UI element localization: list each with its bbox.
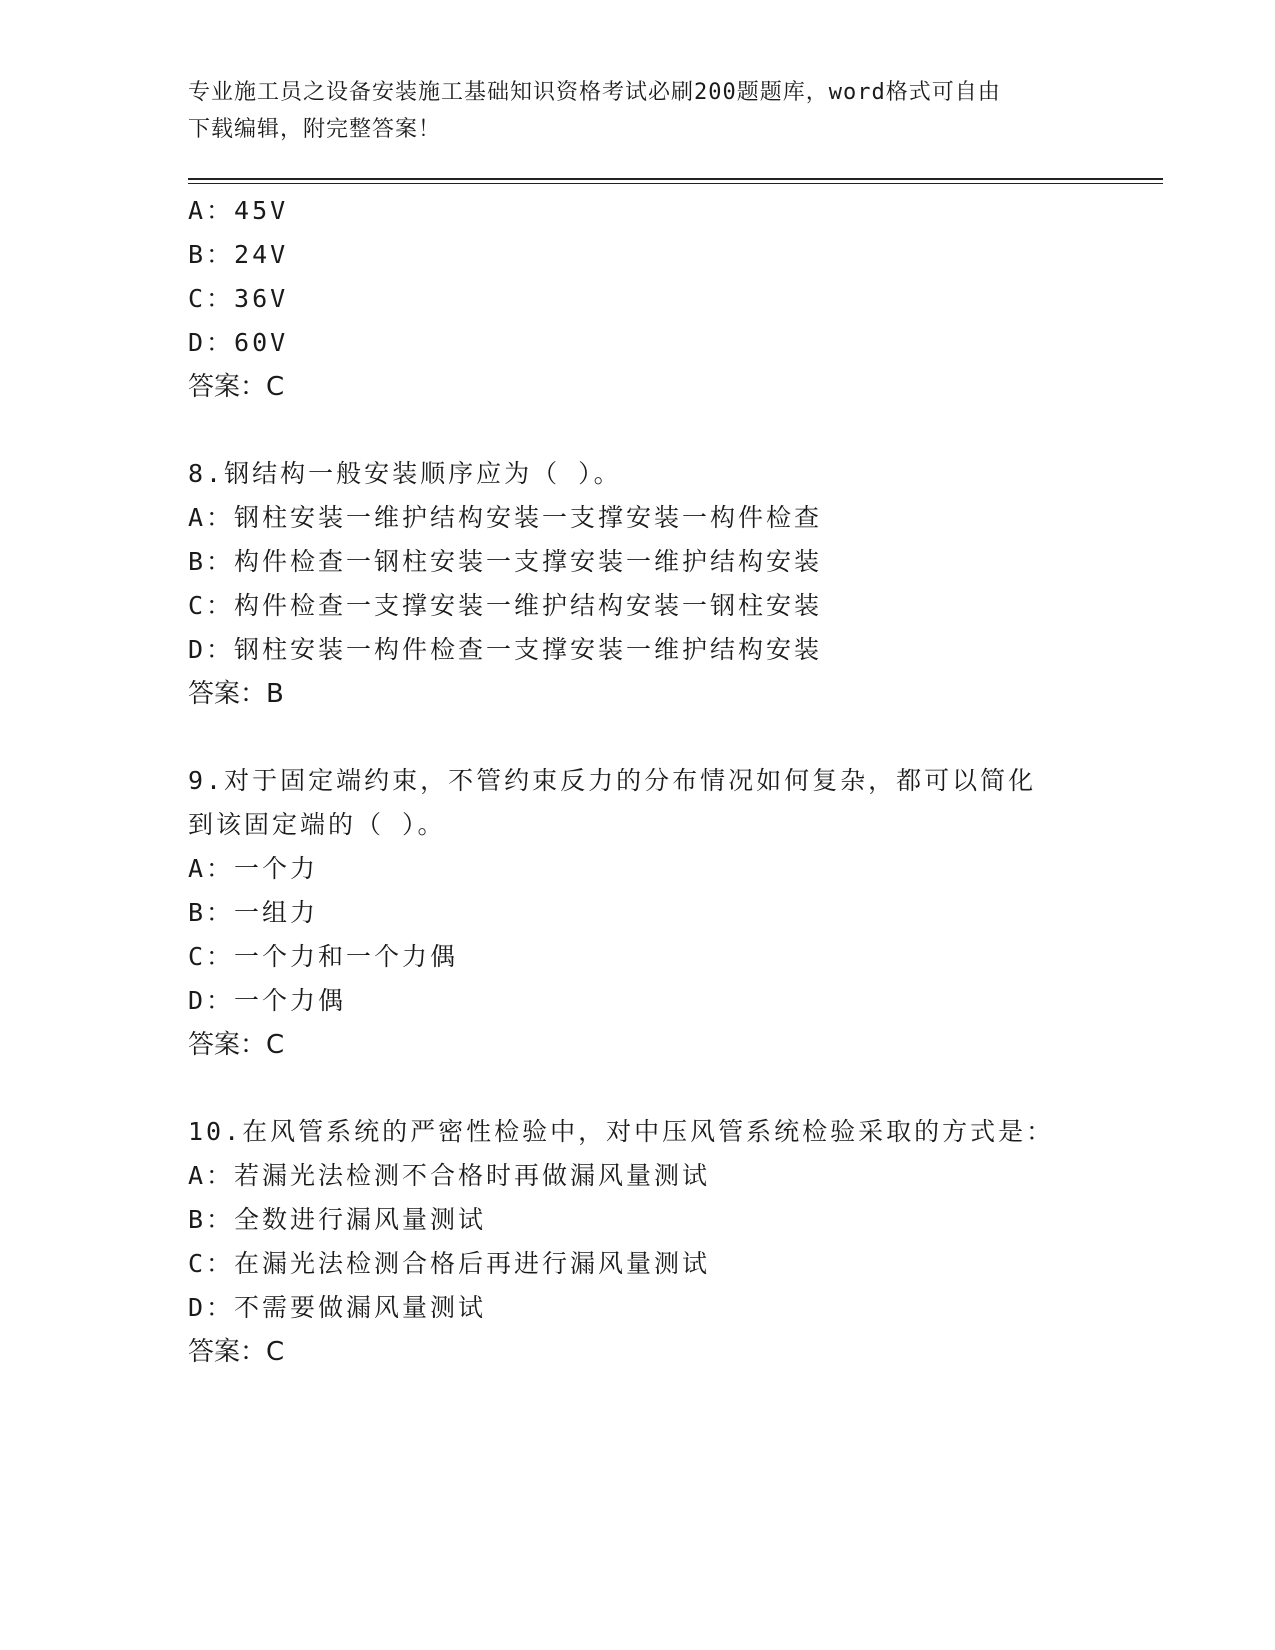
q7-option-c: C：36V [188, 284, 289, 313]
q7-option-b: B：24V [188, 240, 289, 269]
q8-answer: 答案：B [188, 679, 284, 709]
q9-option-c: C：一个力和一个力偶 [188, 942, 459, 971]
q7-answer: 答案：C [188, 372, 285, 402]
q10-option-c: C：在漏光法检测合格后再进行漏风量测试 [188, 1249, 711, 1278]
q9-question-line-1: 9.对于固定端约束，不管约束反力的分布情况如何复杂，都可以简化 [188, 766, 1037, 795]
q9-question-line-2: 到该固定端的（ ）。 [188, 810, 446, 839]
header-title-line-1: 专业施工员之设备安装施工基础知识资格考试必刷200题题库，word格式可自由 [188, 80, 1001, 105]
q7-option-d: D：60V [188, 328, 289, 357]
q9-answer: 答案：C [188, 1030, 285, 1060]
q8-option-a: A：钢柱安装一维护结构安装一支撑安装一构件检查 [188, 503, 823, 532]
q10-answer: 答案：C [188, 1337, 285, 1367]
q7-option-a: A：45V [188, 196, 289, 225]
q9-option-d: D：一个力偶 [188, 986, 347, 1015]
q10-option-b: B：全数进行漏风量测试 [188, 1205, 487, 1234]
header-divider-thick [188, 178, 1163, 180]
q9-option-a: A：一个力 [188, 854, 319, 883]
q10-question: 10.在风管系统的严密性检验中，对中压风管系统检验采取的方式是： [188, 1117, 1055, 1146]
q8-option-b: B：构件检查一钢柱安装一支撑安装一维护结构安装 [188, 547, 823, 576]
document-header [188, 74, 1088, 148]
q9-option-b: B：一组力 [188, 898, 319, 927]
q8-option-c: C：构件检查一支撑安装一维护结构安装一钢柱安装 [188, 591, 823, 620]
q8-question: 8.钢结构一般安装顺序应为（ ）。 [188, 459, 622, 488]
header-title-line-2: 下载编辑，附完整答案！ [188, 117, 442, 142]
q10-option-a: A：若漏光法检测不合格时再做漏风量测试 [188, 1161, 711, 1190]
q10-option-d: D：不需要做漏风量测试 [188, 1293, 487, 1322]
header-divider-thin [188, 183, 1163, 184]
q8-option-d: D：钢柱安装一构件检查一支撑安装一维护结构安装 [188, 635, 823, 664]
